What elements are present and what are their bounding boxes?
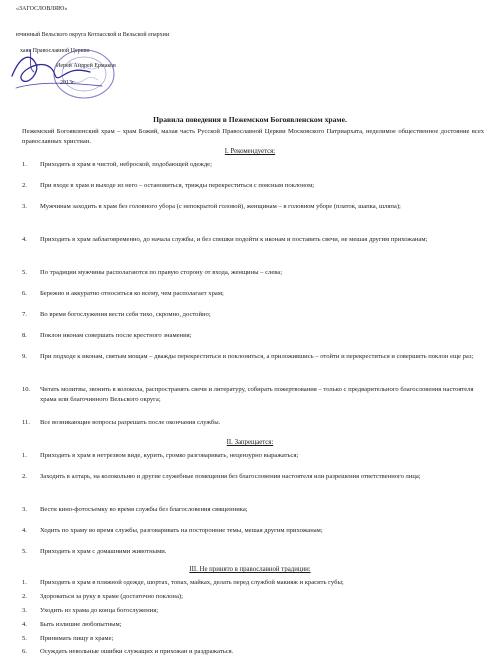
list-item: 5. По традиции мужчины располагаются по правую сторону от входа, женщины – слева; (22, 269, 283, 276)
section-heading-not-accepted: III. Не принято в православной традиции: (189, 566, 311, 573)
list-item: 1. Приходить в храм в нетрезвом виде, курить, громко разговаривать, нецензурно выражаться; (22, 452, 299, 459)
list-item: 7. Во время богослужения вести себя тихо, скромно, достойно; (22, 311, 211, 318)
list-item: 1. Приходить в храм в чистой, неброской, подобающей одежде; (22, 161, 212, 168)
list-item: 3. Уходить из храма до конца богослужения; (22, 607, 159, 614)
list-item: 2. При входе в храм и выходе из него – остановиться, трижды перекреститься с поясным поклоном; (22, 182, 315, 189)
list-item: 2. Заходить в алтарь, на колокольню и другие служебные помещения без благословения настоятеля или разрешения ответственного лица; (22, 473, 421, 480)
list-item: 1. Приходить в храм в пляжной одежде, шортах, топах, майках, делать перед службой макияж и красить губы; (22, 579, 344, 586)
list-item: 4. Быть излишне любопытным; (22, 621, 122, 628)
list-item: 5. Принимать пищу в храме; (22, 635, 114, 642)
list-item: 5. Приходить в храм с домашними животными. (22, 548, 167, 555)
signature-icon (12, 50, 102, 88)
list-item: 8. Поклон иконам совершать после крестного знамения; (22, 332, 192, 339)
approval-line-5: 2013г. (60, 80, 76, 86)
list-item: 10. Читать молитвы, звонить в колокола, распространять свечи и литературу, собирать пожертвования – только с предварительного благословения настоятеля храма или благочинного Вельского округа; (22, 386, 474, 403)
page-title: Правила поведения в Пежемском Богоявленском храме. (153, 115, 347, 124)
list-item: 4. Приходить в храм заблаговременно, до начала службы, и без спешки подойти к иконам и поставить свечи, не мешая другим прихожанам; (22, 236, 428, 243)
list-item: 4. Ходить по храму во время службы, разговаривать на посторонние темы, мешая другим прихожанам; (22, 527, 323, 534)
list-item: 6. Осуждать невольные ошибки служащих и прихожан и раздражаться. (22, 648, 234, 655)
list-item: 3. Вести кино-фотосъемку во время службы без благословения священника; (22, 506, 248, 513)
section-heading-prohibited: II. Запрещается: (226, 439, 274, 446)
approval-line-4: Иерей Андрей Ермаков (56, 63, 116, 69)
list-item: 9. При подходе к иконам, святым мощам – дважды перекреститься и поклониться, а приложившись – отойти и перекреститься и совершить поклон еще раз; (22, 353, 474, 360)
list-item: 2. Здороваться за руку в храме (достаточно поклона); (22, 593, 183, 600)
list-item: 3. Мужчинам заходить в храм без головного убора (с непокрытой головой), женщинам – в головном уборе (платок, шапка, шляпа); (22, 203, 401, 210)
list-item: 6. Бережно и аккуратно относиться ко всему, чем располагает храм; (22, 290, 224, 297)
approval-line-2: ючинный Вельского округа Котласской и Вельской епархии (16, 32, 170, 38)
section-heading-recommended: I. Рекомендуется: (224, 148, 276, 155)
approval-line-1: «ЗАГОСЛОВЛЯЮ» (16, 6, 68, 12)
list-item: 11. Все возникающие вопросы разрешать после окончания службы. (22, 419, 221, 426)
intro-paragraph: Пежемский Богоявленский храм – храм Божий, малая часть Русской Православной Церкви Московского Патриархата, неделимое общественное достояние всех православных христиан. (22, 128, 484, 145)
approval-line-3: хаяя Православной Церкви (20, 48, 90, 54)
